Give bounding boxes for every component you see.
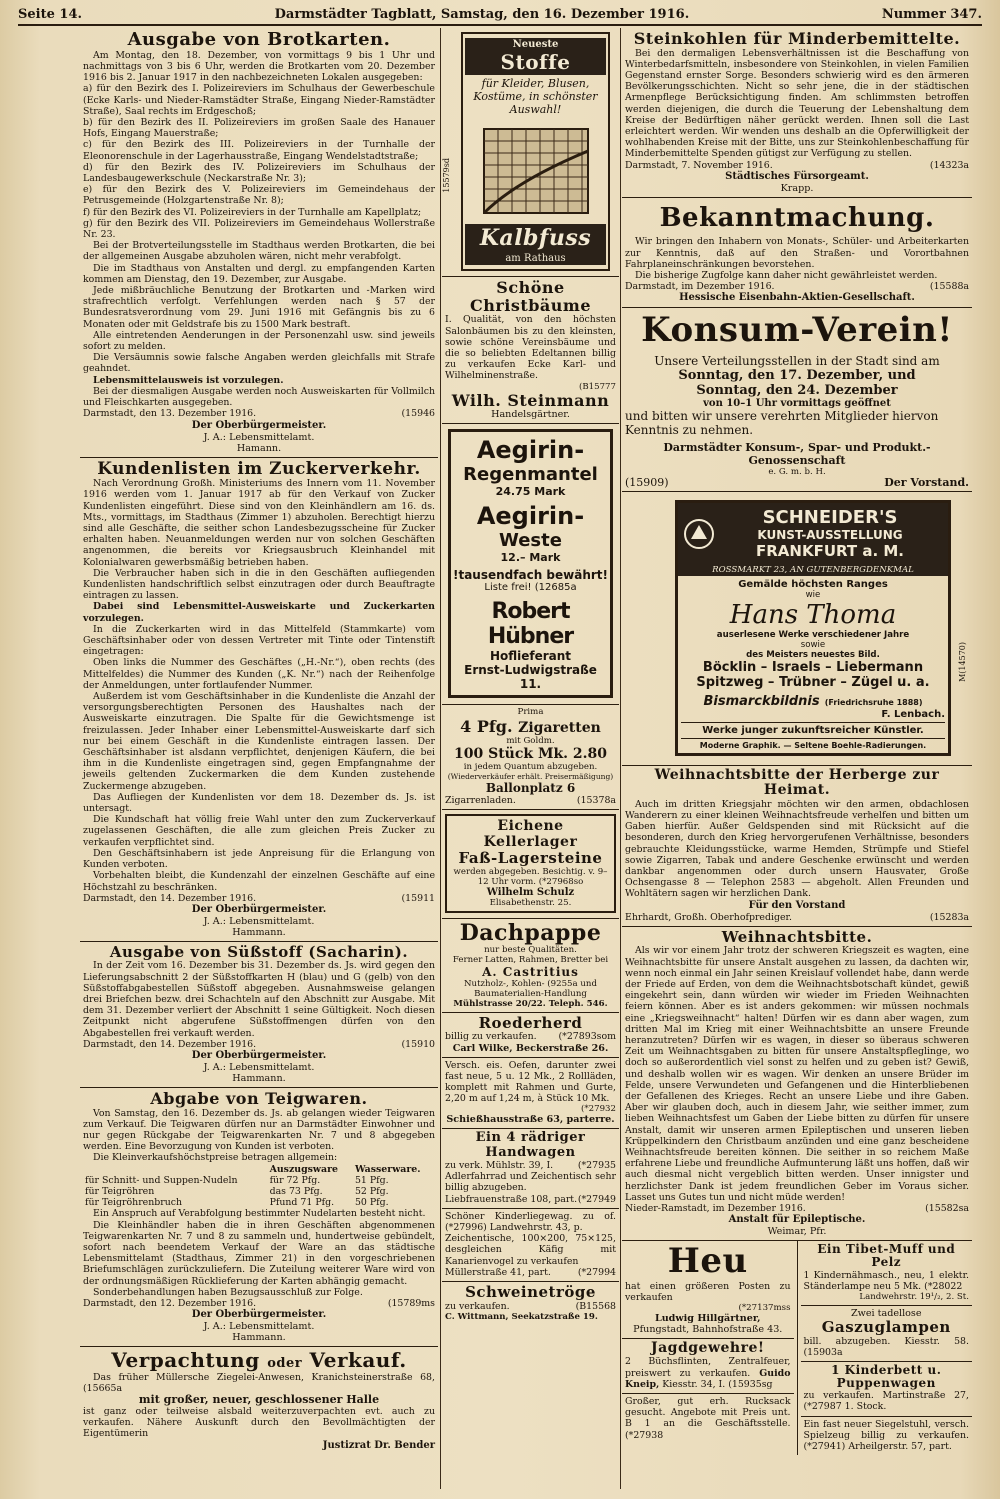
signature: Der Oberbürgermeister. bbox=[191, 1309, 327, 1321]
ad-text: Liste frei! bbox=[484, 582, 532, 594]
ad-note: (Wiederverkäufer erhält. Preisermäßigung) bbox=[447, 772, 614, 782]
signature-sub: J. A.: Lebensmittelamt. bbox=[203, 915, 315, 927]
ad-text: I. Qualität, von den höchsten Salonbäumen bis zu den kleinsten, sowie schöne Vereinsbäume und die so beliebten Edeltannen billig zu verkaufen Ecke Karl- und Wilhelminenstraße. bbox=[445, 314, 616, 382]
paragraph: Die im Stadthaus von Anstalten und dergl. zu empfangenden Karten kommen am Dienstag, den 19. Dezember, zur Ausgabe. bbox=[83, 262, 435, 285]
ad-address: Landwehrstr. 19¹/₂, 2. St. bbox=[859, 1292, 969, 1302]
ad-schneider-kunst bbox=[622, 492, 972, 766]
ad-text: F. Lenbach. bbox=[881, 709, 945, 721]
ad-firm-sub: e. G. m. b. H. bbox=[768, 466, 826, 477]
paragraph: Dabei sind Lebensmittel-Ausweiskarte und Zuckerkarten vorzulegen. bbox=[83, 601, 435, 624]
paragraph: Außerdem ist vom Geschäftsinhaber in die Kundenliste die Anzahl der versorgungsberechtigten Personen des Haushaltes nach der Ausweiskarte einzutragen. Die Spalte für die Gewichtsmenge ist freizulassen. Jeder Inhaber einer Lebensmittel-Ausweiskarte darf sich nur bei einem Geschäft in die Kundenliste eintragen lassen. Der Geschäftsinhaber ist alsdann verpflichtet, denjenigen Käufern, die bei ihm in die Kundenliste eingetragen sind, gegen Empfangnahme der jeweils geltenden Zuckermarken die dem Kunden zustehende Zuckermenge abzugeben. bbox=[83, 691, 435, 792]
ad-kinderliegewagen bbox=[442, 1209, 619, 1282]
ad-ref: (15909) bbox=[625, 475, 669, 489]
paragraph: Lebensmittelausweis ist vorzulegen. bbox=[93, 374, 284, 386]
ad-ref: (*27994 bbox=[577, 1266, 616, 1278]
ad-address: ROSSMARKT 23, AN GUTENBERGDENKMAL bbox=[678, 564, 948, 576]
notice-zucker bbox=[80, 458, 438, 942]
ad-title: Dachpappe bbox=[459, 919, 602, 946]
signature: Der Oberbürgermeister. bbox=[191, 1050, 327, 1062]
notice-ref: (15910 bbox=[401, 1038, 435, 1050]
ad-signature-name: Hans Thoma bbox=[729, 600, 897, 631]
ad-ref: (*27987 bbox=[803, 1401, 842, 1413]
ad-address: 1. Stock. bbox=[844, 1401, 887, 1413]
ad-ref: (15903a bbox=[803, 1346, 843, 1358]
ad-title: Regenmantel bbox=[463, 464, 598, 486]
ad-firm: A. Castritius bbox=[482, 964, 579, 979]
ad-title: Weste bbox=[499, 530, 562, 552]
ad-ref: (B15777 bbox=[578, 381, 616, 392]
paragraph: Vorbehalten bleibt, die Kundenzahl der einzelnen Geschäfte auf eine Höchstzahl zu beschränken. bbox=[83, 870, 435, 893]
table-cell: 51 Pfg. bbox=[354, 1174, 389, 1186]
paragraph: Als wir vor einem Jahr trotz der schweren Kriegszeit es wagten, eine Weihnachtsbitte für unsere Anstalt ausgehen zu lassen, da dachten wir, wenn noch einmal ein Jahr seinen Kreislauf vollendet habe, dann werde der Friede auf Erden, von dem die Weihnachtsbotschaft kündet, gewiß eingekehrt sein, dann würden wir wieder im Frieden Weihnachten feiern können. Aber es ist anders gekommen: wir müssen nochmals eine „Kriegsweihnacht“ halten! Dürfen wir es dann aber wagen, zum dritten Mal im Krieg mit einer Weihnachtsbitte an unsere Freunde heranzutreten? Dürfen wir es wagen, in dieser so überaus schweren Zeit um Weihnachtsgaben zu bitten für unsere Anstaltspfleglinge, wo doch so außerordentlich viel sonst zu helfen und zu geben ist? Gewiß, und deshalb wollen wir es wagen. Wir denken an unsere Brüder im Felde, unsere Verwundeten und Gefangenen und die Hinterbliebenen der Gefallenen des Krieges. Recht an unsere Liebe und ihre Gaben. Aber wir glauben doch, auch in diesem Jahr, wie seither immer, zum lieben Weihnachtsfest um Gaben der Liebe bitten zu dürfen für unsere Anstalt, damit wir unseren armen Epileptischen und unseren lieben Krüppelkindern den Christbaum anzünden und eine ganz bescheidene Weihnachtsfreude bereiten können. Die seither in so reichem Maße erfahrene Liebe und freundliche Aufmunterung läßt uns hoffen, daß wir auch diesmal nicht vergeblich bitten werden. Unser innigster und herzlichster Dank ist jedem freundlichen Geber im Voraus sicher. Lasset uns Gutes tun und nicht müde werden! bbox=[625, 945, 969, 1203]
ad-text: Unsere Verteilungsstellen in der Stadt sind am bbox=[654, 353, 940, 368]
ad-address: Mühlstrasse 20/22. Teleph. 546. bbox=[453, 998, 608, 1009]
ad-ref: (12685a bbox=[534, 582, 577, 594]
ad-ref: (*27935 bbox=[577, 1159, 616, 1171]
list-item: g) für den Bezirk des VII. Polizeireviers im Gemeindehaus Wollerstraße Nr. 23. bbox=[83, 217, 435, 241]
table-header: Auszugsware bbox=[269, 1163, 338, 1175]
notice-title: Ausgabe von Brotkarten. bbox=[127, 29, 391, 50]
ad-title: Schweinetröge bbox=[465, 1283, 596, 1301]
ad-text: Sonntag, den 17. Dezember, und bbox=[678, 367, 916, 383]
paragraph: Das früher Müllersche Ziegelei-Anwesen, Kranichsteinerstraße 68, (15665a bbox=[83, 1371, 435, 1394]
ad-title: Heu bbox=[667, 1241, 748, 1282]
ad-address: Liebfrauenstraße 108, part. bbox=[445, 1193, 578, 1205]
ad-kicker: Prima bbox=[517, 707, 544, 718]
ad-firm: Kalbfuss bbox=[465, 224, 606, 252]
ad-text: Bismarckbildnis bbox=[703, 694, 820, 710]
ad-address: Ernst-Ludwigstraße 11. bbox=[464, 663, 597, 692]
list-item: e) für den Bezirk des V. Polizeireviers im Gemeindehaus der Petrusgemeinde (Holzgartenstraße Nr. 8); bbox=[83, 184, 435, 207]
notice-ref: (15582sa bbox=[925, 1203, 969, 1215]
signature-sub: J. A.: Lebensmittelamt. bbox=[203, 431, 315, 443]
signature: Der Oberbürgermeister. bbox=[191, 419, 327, 431]
ad-text: auserlesene Werke verschiedener Jahre bbox=[716, 630, 910, 641]
ad-text: Versch. eis. Oefen, darunter zwei fast neue, 5 u. 12 Mk., 2 Rollläden, komplett mit Rahmen und Gurte, 2,20 m auf 1,24 m, à Stück 10 Mk. bbox=[445, 1059, 616, 1105]
signature: Für den Vorstand bbox=[748, 899, 846, 911]
paragraph: Die Versäumnis sowie falsche Angaben werden gleichfalls mit Strafe geahndet. bbox=[83, 352, 435, 375]
ad-title: Stoffe bbox=[465, 51, 606, 75]
signature-name: Weimar, Pfr. bbox=[767, 1226, 827, 1238]
ad-title: Ein 4 rädriger Handwagen bbox=[475, 1130, 586, 1160]
ad-christbaeume bbox=[442, 277, 619, 424]
ad-firm-sub: am Rathaus bbox=[465, 252, 606, 265]
notice-title: Kundenlisten im Zuckerverkehr. bbox=[97, 458, 421, 479]
ad-price: 24.75 Mark bbox=[495, 485, 566, 499]
notice-ref: (14323a bbox=[929, 159, 969, 171]
signature-sub: J. A.: Lebensmittelamt. bbox=[203, 1062, 315, 1074]
ad-firm: Ludwig Hillgärtner, bbox=[654, 1313, 761, 1325]
ad-ref: (*27949 bbox=[577, 1193, 616, 1205]
ad-text: zu verk. Mühlstr. 39, I. bbox=[445, 1159, 554, 1171]
ad-title: FRANKFURT a. M. bbox=[755, 542, 904, 561]
notice-brotkarten bbox=[80, 28, 438, 458]
list-item: c) für den Bezirk des III. Polizeireviers in der Turnhalle der Eleonorenschule in der Lagerhausstraße, Eingang Wendelstadtstraße; bbox=[83, 139, 435, 162]
signature: Justizrat Dr. Bender bbox=[322, 1439, 435, 1451]
ad-text: mit Goldm. bbox=[506, 736, 555, 747]
ad-title: Ein Tibet-Muff und Pelz bbox=[817, 1242, 956, 1270]
signature: Der Oberbürgermeister. bbox=[191, 903, 327, 915]
ad-firm: Robert Hübner bbox=[487, 599, 574, 650]
paragraph: Alle eintretenden Aenderungen in der Personenzahl usw. sind jeweils sofort zu melden. bbox=[83, 329, 435, 353]
small-ads-grid bbox=[622, 1241, 972, 1455]
ad-title: Jagdgewehre! bbox=[650, 1340, 765, 1357]
paragraph: Bei der Brotverteilungsstelle im Stadthaus werden Brotkarten, die bei der allgemeinen Ausgabe abzuholen wären, nicht mehr verabfolgt. bbox=[83, 240, 435, 263]
paragraph: Die Verbraucher haben sich in die in den Geschäften aufliegenden Kundenlisten handschriftlich selbst einzutragen oder durch Beauftragte eintragen zu lassen. bbox=[83, 567, 435, 602]
ad-title: KUNST-AUSSTELLUNG bbox=[757, 528, 903, 543]
ad-price: 100 Stück Mk. 2.80 bbox=[454, 746, 607, 763]
ad-highlight: mit großer, neuer, geschlossener Halle bbox=[138, 1392, 380, 1406]
notice-bekanntmachung bbox=[622, 198, 972, 309]
ad-firm: Wilhelm Schulz bbox=[486, 886, 575, 898]
table-cell: für Teigröhrenbruch bbox=[85, 1197, 183, 1209]
ad-kinderbett bbox=[801, 1362, 973, 1417]
ad-text: bill. abzugeben. Kiesstr. 58. bbox=[803, 1335, 969, 1347]
notice-date: Darmstadt, den 13. Dezember 1916. bbox=[83, 408, 257, 420]
table-row bbox=[83, 1175, 435, 1186]
notice-ref: (15789ms bbox=[387, 1298, 435, 1310]
paragraph: Oben links die Nummer des Geschäftes („H.-Nr.“), oben rechts (des Mittelfeldes) die Nummer des Kunden („K. Nr.“) nach der Reihenfolge der Anmeldungen, unter fortlaufender Nummer. bbox=[83, 657, 435, 691]
ad-title: Eichene Kellerlager bbox=[483, 818, 578, 850]
ad-address: Kiesstr. 34, I. bbox=[662, 1378, 726, 1390]
ad-text: (Friedrichsruhe 1888) bbox=[824, 698, 923, 708]
ad-text: Schöner Kinderliegewag. zu of. (*27996) Landwehrstr. 43, p. bbox=[445, 1210, 616, 1233]
ad-title: Schöne Christbäume bbox=[469, 278, 592, 315]
paragraph: Jede mißbräuchliche Benutzung der Brotkarten und -Marken wird strafrechtlich verfolgt. Verfehlungen werden nach § 57 der Bundesratsverordnung vom 29. Juni 1916 mit Gefängnis bis zu 6 Monaten oder mit Geldstrafe bis zu 1500 Mark bestraft. bbox=[83, 285, 435, 330]
fabric-illustration-icon bbox=[476, 121, 596, 221]
paragraph: Ein Anspruch auf Verabfolgung bestimmter Nudelarten besteht nicht. bbox=[93, 1208, 426, 1220]
price-table bbox=[83, 1164, 435, 1209]
ad-firm: Guido Kneip, bbox=[625, 1367, 791, 1390]
ad-address: Pfungstadt, Bahnhofstraße 43. bbox=[633, 1324, 783, 1336]
table-cell: das 73 Pfg. bbox=[269, 1186, 323, 1198]
paragraph: Die Kleinverkaufshöchstpreise betragen allgemein: bbox=[93, 1152, 338, 1164]
signature-name: Hammann. bbox=[232, 1332, 286, 1344]
ad-title: SCHNEIDER'S bbox=[762, 507, 898, 529]
ad-title-part: Verkauf. bbox=[309, 1348, 407, 1373]
ad-text: 2 Büchsflinten, Zentralfeuer, preiswert zu verkaufen. bbox=[625, 1356, 791, 1379]
paragraph: In der Zeit vom 16. Dezember bis 31. Dezember ds. Js. wird gegen den Lieferungsabschnitt 2 der Süßstoffkarten H (blau) und G (gelb) von den Süßstoffabgabestellen Süßstoff abgegeben. Ausnahmsweise gelangen drei Briefchen bezw. drei Schachteln auf den Abschnitt zur Ausgabe. Mit dem 31. Dezember verliert der Abschnitt 1 seine Gültigkeit. Noch diesen Zeitpunkt nicht abgerufene Süßstoffmengen dürfen von den Abgabestellen frei verkauft werden. bbox=[83, 960, 435, 1039]
table-row bbox=[83, 1186, 435, 1197]
paragraph: Bei der diesmaligen Ausgabe werden noch Ausweiskarten für Vollmilch und Fleischkarten ausgegeben. bbox=[83, 385, 435, 409]
notice-title: Abgabe von Teigwaren. bbox=[150, 1089, 368, 1109]
paragraph: ist ganz oder teilweise alsbald weiterzuverpachten evt. auch zu verkaufen. Nähere Auskunft durch den Bevollmächtigten der Eigentümerin bbox=[83, 1405, 435, 1440]
ad-text: sowie bbox=[800, 640, 826, 651]
signature-name: Hammann. bbox=[232, 1073, 286, 1085]
table-row bbox=[83, 1197, 435, 1208]
ad-title: Gaszuglampen bbox=[821, 1318, 951, 1336]
paragraph: Den Geschäftsinhabern ist jede Anpreisung für die Erlangung von Kunden verboten. bbox=[83, 847, 435, 871]
ad-artists: Spitzweg – Trübner – Zügel u. a. bbox=[696, 675, 930, 691]
ad-text: Adlerfahrrad und Zeichentisch sehr billig abzugeben. bbox=[445, 1171, 616, 1194]
ad-claim: !tausendfach bewährt! bbox=[453, 568, 608, 583]
ad-verpachtung bbox=[80, 1347, 438, 1454]
column-rule bbox=[440, 28, 441, 1489]
ad-price: 12.– Mark bbox=[500, 551, 561, 565]
ad-text: in jedem Quantum abzugeben. bbox=[463, 762, 598, 773]
signature: Hessische Eisenbahn-Aktien-Gesellschaft. bbox=[679, 292, 915, 304]
table-cell: Pfund 71 Pfg. bbox=[269, 1197, 335, 1209]
notice-date: Darmstadt, den 12. Dezember 1916. bbox=[83, 1298, 257, 1310]
ad-zigaretten bbox=[442, 705, 619, 810]
ad-rucksack bbox=[622, 1394, 794, 1444]
notice-ref: (15588a bbox=[929, 281, 969, 293]
signature: Anstalt für Epileptische. bbox=[728, 1214, 866, 1226]
ad-text: Nutzholz-, Kohlen- (9255a und Baumaterialien-Handlung bbox=[464, 978, 597, 999]
ad-ref: (*28022 bbox=[924, 1280, 963, 1292]
notice-date: Darmstadt, den 14. Dezember 1916. bbox=[83, 1038, 257, 1050]
ad-ref: (15935sg bbox=[728, 1378, 773, 1390]
notice-title: Steinkohlen für Minderbemittelte. bbox=[633, 29, 961, 48]
table-cell: 50 Pfg. bbox=[354, 1197, 389, 1209]
signature-name: Krapp. bbox=[780, 182, 814, 194]
masthead-line: Darmstädter Tagblatt, Samstag, den 16. Dezember 1916. bbox=[274, 6, 690, 22]
notice-title: Ausgabe von Süßstoff (Sacharin). bbox=[109, 942, 409, 961]
page-number: Seite 14. bbox=[18, 6, 83, 22]
ad-kellerlager bbox=[442, 810, 619, 918]
list-item: a) für den Bezirk des I. Polizeireviers im Schulhaus der Gewerbeschule (Ecke Karls- und Nieder-Ramstädter Straße, Eingang Nieder-Ramstädter Straße), Saal rechts im Erdgeschoß; bbox=[83, 83, 435, 117]
signature: Städtisches Fürsorgeamt. bbox=[725, 170, 869, 182]
ad-text: und bitten wir unsere verehrten Mitglieder hiervon Kenntnis zu nehmen. bbox=[625, 408, 939, 437]
ad-title: Aegirin- bbox=[476, 502, 585, 531]
ad-kicker: Zwei tadellose bbox=[850, 1308, 922, 1319]
column-left bbox=[80, 28, 438, 1495]
ad-gaszuglampen bbox=[801, 1306, 973, 1362]
ad-text: billig zu verkaufen. bbox=[445, 1031, 537, 1043]
ad-firm-role: Hoflieferant bbox=[489, 649, 572, 664]
paragraph: Die Kleinhändler haben die in ihren Geschäften abgenommenen Teigwarenkarten Nr. 7 und 8 zu sammeln und, hundertweise gebündelt, sofort nach beendetem Verkauf der Ware an das städtische Lebensmittelamt (Stadthaus, Zimmer 21) in den vorgeschriebenen Briefumschlägen zurückzuliefern. Die Zuteilung weiterer Ware wird von der ordnungsmäßigen Rücklieferung der Karten abhängig gemacht. bbox=[83, 1219, 435, 1287]
ad-text: Moderne Graphik. — Seltene Boehle-Radierungen. bbox=[681, 738, 945, 750]
ad-oefen bbox=[442, 1058, 619, 1130]
ad-text: von 10–1 Uhr vormittags geöffnet bbox=[703, 397, 891, 409]
signature-sub: J. A.: Lebensmittelamt. bbox=[203, 1321, 315, 1333]
notice-title: Weihnachtsbitte der Herberge zur Heimat. bbox=[654, 767, 940, 799]
notice-weihnachtsbitte bbox=[622, 927, 972, 1241]
column-rule bbox=[620, 28, 621, 1489]
column-right bbox=[622, 28, 972, 1495]
ad-spielzeug bbox=[801, 1417, 973, 1456]
ad-ref: (*27968so bbox=[538, 876, 584, 887]
paragraph: Auch im dritten Kriegsjahr möchten wir den armen, obdachlosen Wanderern zu einer kleinen Weihnachtsfreude verhelfen und bitten um Gaben hierfür. Außer Geldspenden sind mit Rücksicht auf die besonderen, durch den Krieg hervorgerufenen Verhältnisse, besonders gebrauchte Kleidungsstücke, warme Hemden, Strümpfe und Stiefel sowie Zigarren, Tabak und andere Geschenke erwünscht und werden dankbar angenommen oder durch unsern Hausvater, Große Ochsengasse 8 — Telephon 2583 — abgeholt. Allen Freunden und Wohltätern sagen wir herzlichen Dank. bbox=[625, 798, 969, 900]
paragraph: Das Aufliegen der Kundenlisten vor dem 18. Dezember ds. Js. ist untersagt. bbox=[83, 791, 435, 815]
ad-text: für Kleider, Blusen, Kostüme, in schönster Auswahl! bbox=[473, 77, 598, 116]
list-item: d) für den Bezirk des IV. Polizeireviers im Schulhaus der Landesbaugewerkschule (Neckarstraße Nr. 3); bbox=[83, 161, 435, 185]
ad-heu bbox=[622, 1241, 794, 1339]
ad-konsum-verein bbox=[622, 308, 972, 492]
notice-steinkohlen bbox=[622, 28, 972, 198]
ad-kicker: Neueste bbox=[465, 38, 606, 51]
ad-address: Elisabethenstr. 25. bbox=[489, 897, 572, 908]
table-cell: für Teigröhren bbox=[85, 1186, 155, 1198]
ad-firm-role: Handelsgärtner. bbox=[491, 409, 570, 421]
paragraph: Die bisherige Zugfolge kann daher nicht gewährleistet werden. bbox=[635, 270, 938, 282]
ad-firm: Wilh. Steinmann bbox=[451, 390, 610, 410]
notice-herberge bbox=[622, 766, 972, 927]
ad-title: Faß-Lagersteine bbox=[458, 849, 603, 868]
ad-text: Ferner Latten, Rahmen, Bretter bei bbox=[452, 954, 609, 965]
ad-firm: Carl Wilke, Beckerstraße 26. bbox=[452, 1042, 609, 1054]
page-header bbox=[18, 4, 982, 26]
notice-title: Bekanntmachung. bbox=[659, 202, 935, 233]
ad-text: Ein fast neuer Siegelstuhl, versch. Spielzeug billig zu verkaufen. bbox=[803, 1418, 969, 1441]
ad-ref: M(14570) bbox=[958, 642, 967, 682]
paragraph: Die Kundschaft hat völlig freie Wahl unter den zum Zuckerverkauf zugelassenen Geschäften, die alle zum gleichen Preis Zucker zu verkaufen verpflichtet sind. bbox=[83, 814, 435, 848]
signature-name: Hamann. bbox=[236, 442, 282, 454]
paragraph: Sonderbehandlungen haben Bezugsausschluß zur Folge. bbox=[93, 1286, 363, 1298]
ad-title: 4 Pfg. bbox=[460, 717, 513, 737]
ad-schweinetroege bbox=[442, 1282, 619, 1325]
notice-date: Darmstadt, im Dezember 1916. bbox=[625, 281, 775, 293]
list-item: f) für den Bezirk des VI. Polizeireviers in der Turnhalle am Kapellplatz; bbox=[83, 206, 422, 218]
ad-address: Arheilgerstr. 57, part. bbox=[848, 1441, 952, 1453]
signature-name: Hammann. bbox=[232, 926, 286, 938]
table-header: Wasserware. bbox=[354, 1163, 421, 1175]
notice-date: Nieder-Ramstadt, im Dezember 1916. bbox=[625, 1203, 806, 1215]
ad-text: Gemälde höchsten Ranges bbox=[738, 579, 888, 591]
ad-text: zu verkaufen. Martinstraße 27, bbox=[803, 1390, 969, 1402]
ad-address: Schießhausstraße 63, parterre. bbox=[446, 1114, 615, 1126]
ad-title: Verpachtung bbox=[111, 1348, 260, 1373]
paragraph: Bei den dermaligen Lebensverhältnissen ist die Beschaffung von Winterbedarfsmitteln, insbesondere von Steinkohlen, in vielen Familien Gegenstand ernster Sorge. Besonders schwierig wird es den ärmeren Bevölkerungsschichten. Nicht so sehr jene, die in der städtischen Armenpflege Berücksichtigung finden. Am schlimmsten betroffen werden diejenigen, die durch die Teuerung der Lebenshaltung dem Kreise der Bedürftigen näher gerückt werden. Ihnen soll die Last erleichtert werden. Wir wenden uns deshalb an die Opferwilligkeit der wohlhabenden Kreise mit der Bitte, uns zur Steinkohlenbeschaffung für Minderbemittelte Spenden gütigst zur Verfügung zu stellen. bbox=[625, 47, 969, 160]
ad-firm: C. Wittmann, Seekatzstraße 19. bbox=[445, 1311, 598, 1322]
ad-firm: Darmstädter Konsum-, Spar- und Produkt.-Genossenschaft bbox=[663, 440, 931, 467]
notice-ref: (15946 bbox=[401, 408, 435, 420]
ad-aegirin bbox=[442, 424, 619, 705]
ad-title-part: oder bbox=[267, 1356, 303, 1372]
ad-text: werden abgegeben. Besichtig. v. 9–12 Uhr vorm. bbox=[453, 866, 608, 887]
ad-firm-role: Zigarrenladen. bbox=[445, 795, 516, 807]
signature: Der Vorstand. bbox=[884, 475, 969, 489]
ad-kalbfuss bbox=[442, 28, 619, 277]
ad-text: zu verkaufen. bbox=[445, 1300, 510, 1312]
paragraph: In die Zuckerkarten wird in das Mittelfeld (Stammkarte) vom Geschäftsinhaber oder von dessen Vertreter mit Tinte oder Tintenstift eingetragen: bbox=[83, 623, 435, 658]
ad-text: nur beste Qualitäten. bbox=[484, 944, 577, 955]
ad-jagdgewehre bbox=[622, 1339, 794, 1394]
ad-text: Sonntag, den 24. Dezember bbox=[696, 382, 898, 398]
signature-name: Ehrhardt, Großh. Oberhofprediger. bbox=[625, 911, 792, 923]
ad-ref: 15579sd bbox=[442, 158, 451, 193]
ad-text: Großer, gut erh. Rucksack gesucht. Angebote mit Preis unt. B 1 an die Geschäftsstelle. bbox=[625, 1396, 791, 1430]
ad-title: Konsum-Verein! bbox=[641, 310, 953, 351]
notice-ref: (15911 bbox=[401, 892, 435, 904]
ad-dachpappe bbox=[442, 919, 619, 1013]
ad-text: Zeichentische, 100×200, 75×125, desgleichen Käfig mit Kanarienvogel zu verkaufen bbox=[445, 1233, 616, 1267]
issue-number: Nummer 347. bbox=[881, 6, 982, 22]
column-middle bbox=[442, 28, 619, 1495]
ad-roederherd bbox=[442, 1013, 619, 1058]
ad-artists: Böcklin – Israels – Liebermann bbox=[702, 660, 924, 676]
notice-suessstoff bbox=[80, 942, 438, 1088]
paragraph: Nach Verordnung Großh. Ministeriums des Innern vom 11. November 1916 werden vom 1. Januar 1917 ab für den Verkauf von Zucker Kundenlisten eingeführt. Diese sind von den Kleinhändlern am 16. ds. Mts., vormittags, im Stadthaus (Zimmer 1) abzuholen. Berechtigt hierzu sind alle Geschäfte, die seither schon Landesbezugsscheine für Zucker erhalten haben. Neuanmeldungen werden nur von solchen Geschäften angenommen, die bereits vor Kriegsausbruch Kleinhandel mit Kolonialwaren gewerbsmäßig betrieben haben. bbox=[83, 478, 435, 568]
ad-title: Zigaretten bbox=[518, 720, 601, 737]
notice-intro: Am Montag, den 18. Dezember, von vormittags 9 bis 1 Uhr und nachmittags von 3 bis 6 Uhr, werden die Brotkarten vom 20. Dezember 1916 bis 2. Januar 1917 in den nachbezeichneten Lokalen ausgegeben: bbox=[83, 49, 435, 84]
ad-ref: (B15568 bbox=[575, 1300, 616, 1312]
ad-tibet-muff bbox=[801, 1241, 973, 1306]
notice-ref: (15283a bbox=[929, 911, 969, 923]
ad-ref: (*27941) bbox=[803, 1441, 846, 1453]
notice-date: Darmstadt, den 14. Dezember 1916. bbox=[83, 892, 257, 904]
ad-title: Roederherd bbox=[478, 1013, 583, 1032]
paragraph: Von Samstag, den 16. Dezember ds. Js. ab gelangen wieder Teigwaren zum Verkauf. Die Teigwaren dürfen nur an Darmstädter Einwohner und nur gegen Rückgabe der Teigwarenkarten Nr. 7 und 8 abgegeben werden. Eine Bevorzugung von Kunden ist verboten. bbox=[83, 1107, 435, 1153]
table-cell: für Schnitt- und Suppen-Nudeln bbox=[85, 1174, 238, 1186]
ad-handwagen bbox=[442, 1129, 619, 1208]
table-cell: für 72 Pfg. bbox=[269, 1174, 321, 1186]
crest-icon bbox=[682, 517, 716, 551]
ad-text: Werke junger zukunftsreicher Künstler. bbox=[681, 722, 945, 736]
list-item: b) für den Bezirk des II. Polizeireviers im großen Saale des Hanauer Hofs, Eingang Mauerstraße; bbox=[83, 117, 435, 140]
ad-ref: (*27893som bbox=[558, 1031, 616, 1043]
ad-firm: Ballonplatz 6 bbox=[485, 781, 576, 796]
ad-address: Müllerstraße 41, part. bbox=[445, 1266, 551, 1278]
paragraph: Wir bringen den Inhabern von Monats-, Schüler- und Arbeiterkarten zur Kenntnis, daß auf den Straßen- und Vorortbahnen Fahrplaneinschränkungen bevorstehen. bbox=[625, 236, 969, 270]
ad-text: 1 Kindernähmasch., neu, 1 elektr. Ständerlampe neu 5 Mk. bbox=[803, 1269, 969, 1292]
ad-text: hat einen größeren Posten zu verkaufen bbox=[625, 1280, 791, 1303]
ad-ref: (*27137mss bbox=[738, 1303, 791, 1314]
ad-ref: (15378a bbox=[576, 795, 616, 807]
ad-title: Aegirin- bbox=[476, 436, 585, 465]
notice-date: Darmstadt, 7. November 1916. bbox=[625, 159, 773, 171]
notice-title: Weihnachtsbitte. bbox=[721, 927, 873, 946]
ad-text: des Meisters neuestes Bild. bbox=[746, 650, 880, 661]
ad-title: 1 Kinderbett u. Puppenwagen bbox=[831, 1362, 942, 1391]
ad-ref: (*27938 bbox=[625, 1429, 664, 1441]
notice-teigwaren bbox=[80, 1088, 438, 1347]
ad-ref: (*27932 bbox=[581, 1104, 616, 1115]
table-header bbox=[83, 1164, 268, 1175]
table-cell: 52 Pfg. bbox=[354, 1186, 389, 1198]
ad-text: wie bbox=[805, 590, 821, 601]
